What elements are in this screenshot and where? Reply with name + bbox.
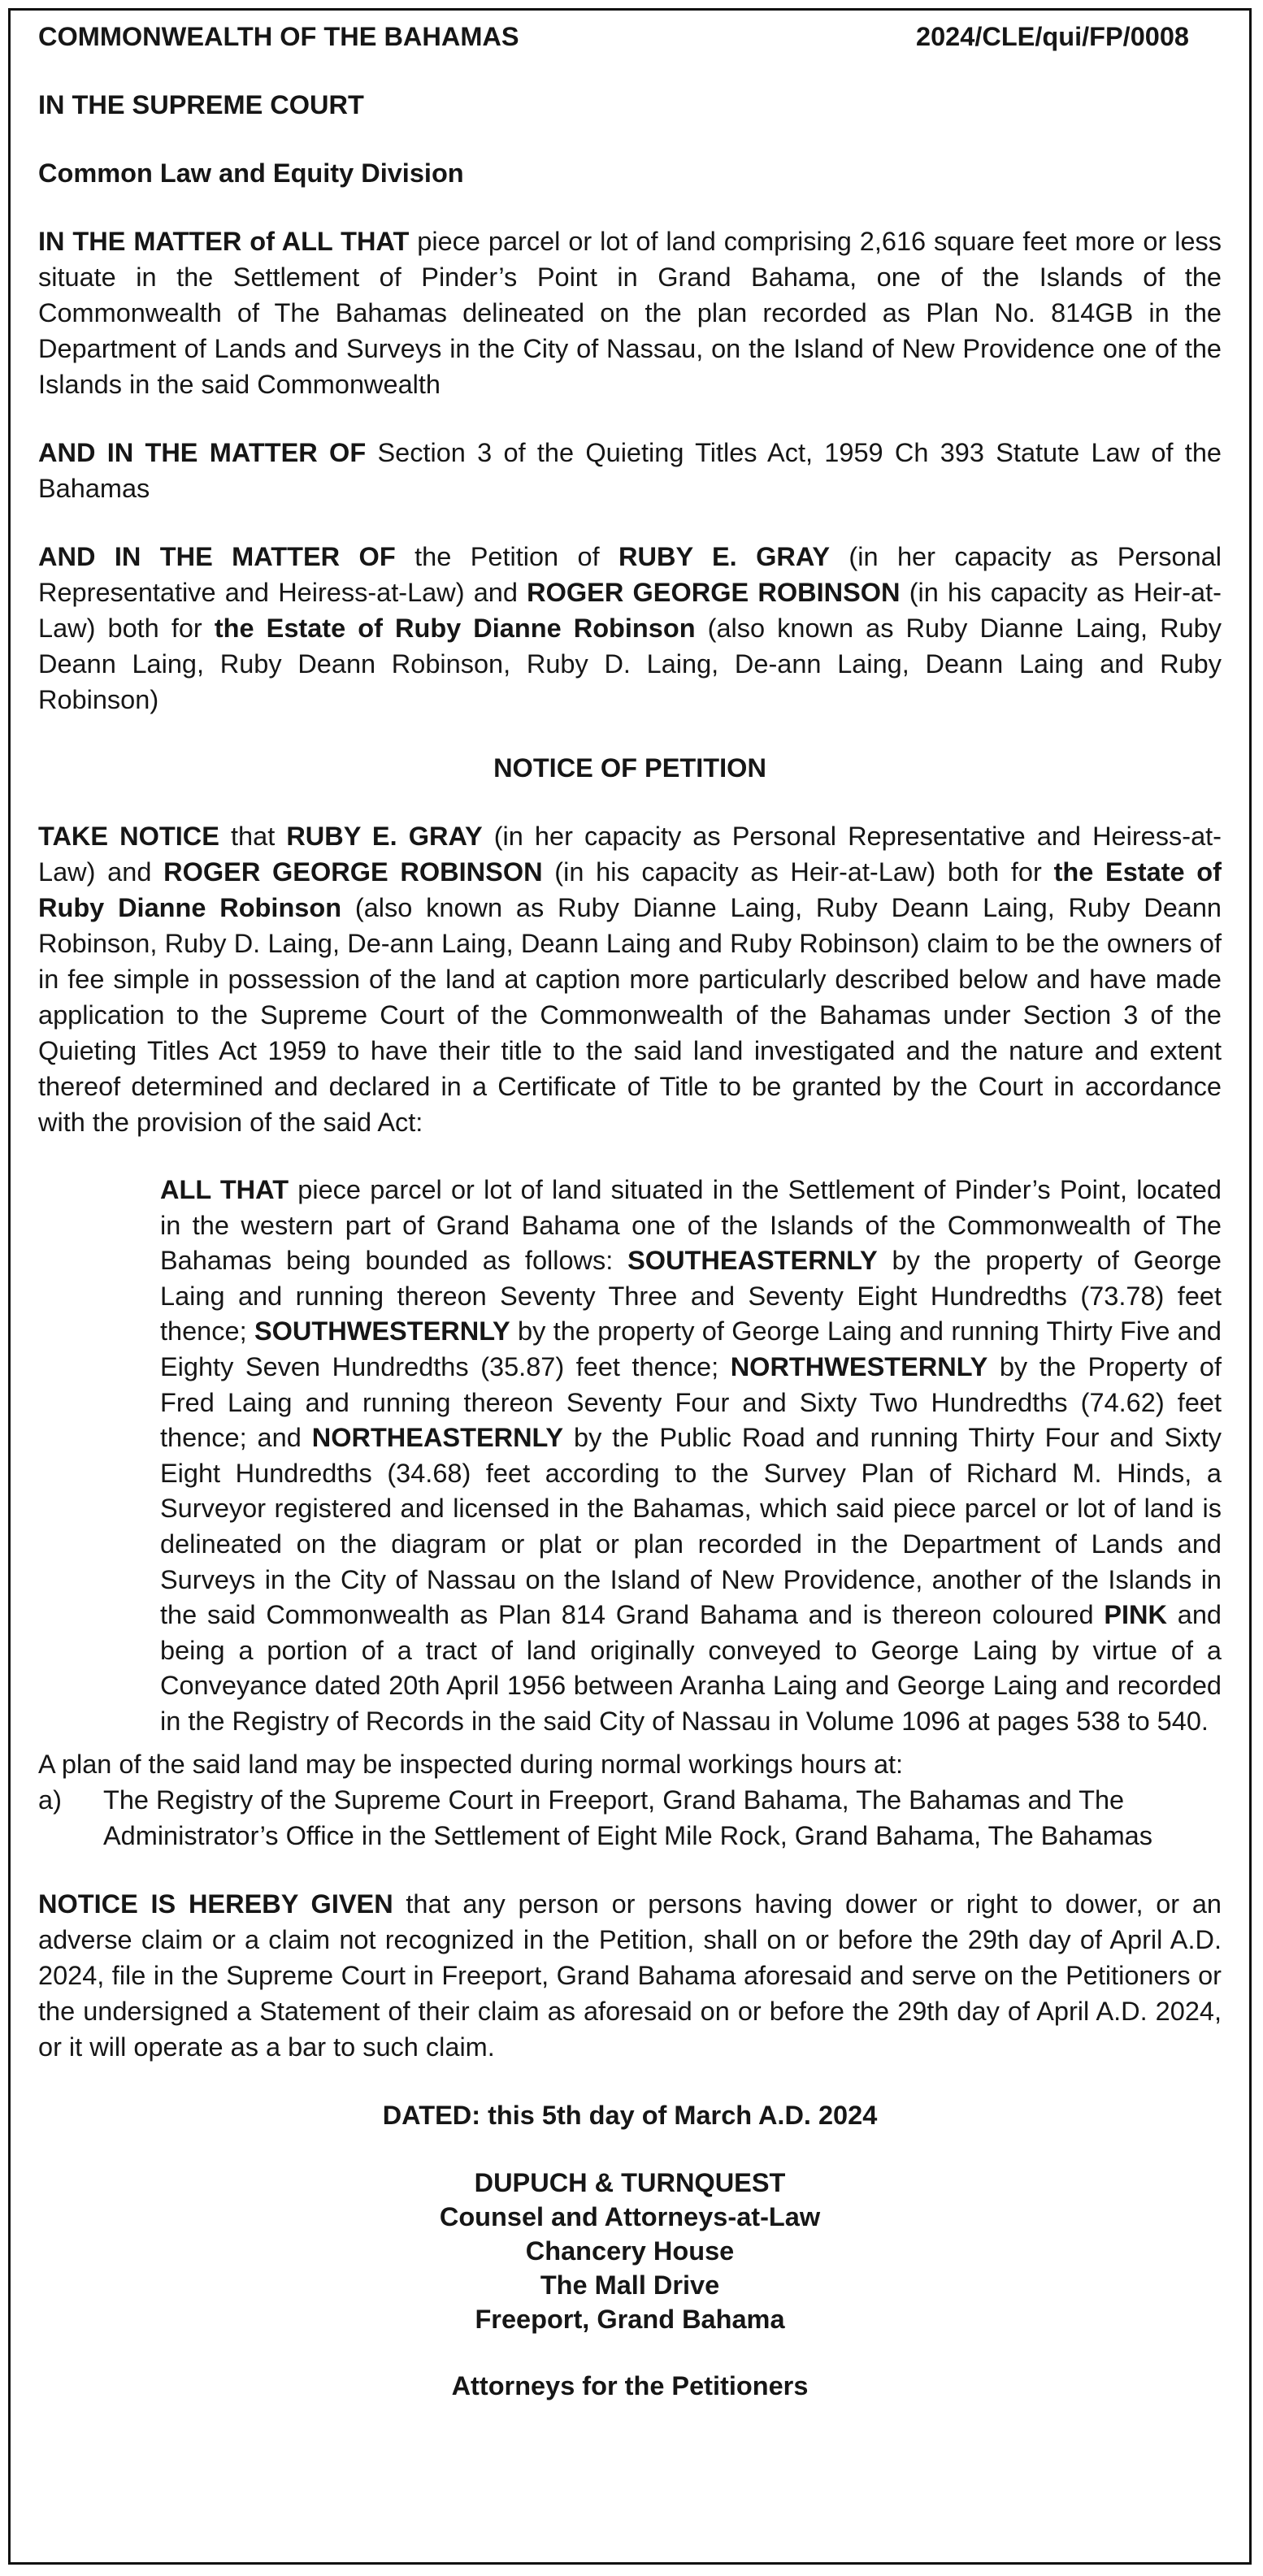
estate-name: the Estate of Ruby Dianne Robinson: [214, 614, 696, 643]
boundary-direction: NORTHEASTERNLY: [311, 1423, 564, 1453]
inspection-item-label: a): [38, 1785, 62, 1815]
matter-petition-lead: AND IN THE MATTER OF: [38, 542, 396, 571]
take-notice-lead: TAKE NOTICE: [38, 822, 219, 851]
land-description: [160, 1173, 1222, 1740]
matter-petition-text: (in her capacity as Personal Representative and Heiress-at-Law) and: [38, 542, 1222, 607]
matter-petition-text: (also known as Ruby Dianne Laing, Ruby Deann Laing, Ruby Deann Robinson, Ruby D. Laing, De-ann Laing, Deann Laing and Ruby Robinson): [38, 614, 1222, 714]
matter-land-lead: IN THE MATTER of ALL THAT: [38, 227, 410, 256]
firm-name: DUPUCH & TURNQUEST: [474, 2167, 786, 2197]
inspection-list-item: [38, 1782, 1222, 1854]
matter-land: [38, 223, 1222, 402]
take-notice-text: (in her capacity as Personal Representative and Heiress-at-Law) and: [38, 822, 1222, 887]
take-notice-text: (also known as Ruby Dianne Laing, Ruby Deann Laing, Ruby Deann Robinson, Ruby D. Laing, De-ann Laing, Deann Laing and Ruby Robinson) claim to be the owners of in fee simple in possession of the land at caption more particularly described below and have made application to the Supreme Court of the Commonwealth of the Bahamas under Section 3 of the Quieting Titles Act 1959 to have their title to the said land investigated and the nature and extent thereof determined and declared in a Certificate of Title to be granted by the Court in accordance with the provision of the said Act:: [38, 893, 1222, 1137]
land-description-text: by the Public Road and running Thirty Four and Sixty Eight Hundredths (34.68) feet according to the Survey Plan of Richard M. Hinds, a Surveyor registered and licensed in the Bahamas, which said piece parcel or lot of land is delineated on the diagram or plat or plan recorded in the Department of Lands and Surveys in the City of Nassau on the Island of New Providence, another of the Islands in the said Commonwealth as Plan 814 Grand Bahama and is thereon coloured: [160, 1423, 1222, 1630]
take-notice-text: that: [219, 822, 287, 851]
notice-content: [38, 19, 1222, 2403]
petitioner-name: RUBY E. GRAY: [286, 822, 483, 851]
firm-address-line: Chancery House: [525, 2236, 735, 2266]
petitioner-name: ROGER GEORGE ROBINSON: [527, 578, 901, 607]
case-number: 2024/CLE/qui/FP/0008: [916, 22, 1189, 51]
boundary-direction: NORTHWESTERNLY: [730, 1351, 988, 1381]
inspection-intro: A plan of the said land may be inspected during normal workings hours at:: [38, 1749, 904, 1779]
matter-land-text: piece parcel or lot of land comprising 2,616 square feet more or less situate in the Settlement of Pinder’s Point in Grand Bahama, one of the Islands of the Commonwealth of The Bahamas delineated on the plan recorded as Plan No. 814GB in the Department of Lands and Surveys in the City of Nassau, on the Island of New Providence one of the Islands in the said Commonwealth: [38, 227, 1222, 399]
firm-address-line: The Mall Drive: [540, 2270, 720, 2300]
matter-petition-text: the Petition of: [395, 542, 619, 571]
court-division: Common Law and Equity Division: [38, 158, 464, 188]
matter-petition-text: (in his capacity as Heir-at-Law) both for: [38, 578, 1222, 643]
boundary-direction: SOUTHEASTERNLY: [627, 1246, 878, 1276]
petitioner-name: ROGER GEORGE ROBINSON: [163, 857, 543, 887]
jurisdiction: COMMONWEALTH OF THE BAHAMAS: [38, 22, 519, 51]
matter-act-lead: AND IN THE MATTER OF: [38, 438, 367, 467]
land-description-lead: ALL THAT: [160, 1175, 289, 1204]
notice-given-lead: NOTICE IS HEREBY GIVEN: [38, 1889, 393, 1919]
take-notice-text: (in his capacity as Heir-at-Law) both for: [542, 857, 1054, 887]
dated-line: DATED: this 5th day of March A.D. 2024: [382, 2100, 878, 2130]
attorneys-for: Attorneys for the Petitioners: [451, 2370, 809, 2400]
land-description-text: and being a portion of a tract of land originally conveyed to George Laing by virtue of a Conveyance dated 20th April 1956 between Aranha Laing and George Laing and recorded in the Registry of Records in the said City of Nassau in Volume 1096 at pages 538 to 540.: [160, 1600, 1222, 1736]
land-description-text: by the property of George Laing and running Thirty Five and Eighty Seven Hundredths (35.87) feet thence;: [160, 1316, 1222, 1381]
plan-colour: PINK: [1104, 1600, 1167, 1630]
inspection-item-text: The Registry of the Supreme Court in Freeport, Grand Bahama, The Bahamas and The Administrator’s Office in the Settlement of Eight Mile Rock, Grand Bahama, The Bahamas: [103, 1785, 1152, 1850]
matter-petition: [38, 539, 1222, 718]
signature-block: [38, 2166, 1222, 2403]
petitioner-name: RUBY E. GRAY: [618, 542, 830, 571]
take-notice: [38, 818, 1222, 1140]
notice-given-text: that any person or persons having dower or right to dower, or an adverse claim or a claim not recognized in the Petition, shall on or before the 29th day of April A.D. 2024, file in the Supreme Court in Freeport, Grand Bahama aforesaid and serve on the Petitioners or the undersigned a Statement of their claim as aforesaid on or before the 29th day of April A.D. 2024, or it will operate as a bar to such claim.: [38, 1889, 1222, 2062]
firm-address-line: Freeport, Grand Bahama: [475, 2304, 785, 2334]
land-description-text: piece parcel or lot of land situated in the Settlement of Pinder’s Point, located in the western part of Grand Bahama one of the Islands of the Commonwealth of The Bahamas being bounded as follows:: [160, 1175, 1222, 1276]
matter-act-text: Section 3 of the Quieting Titles Act, 1959 Ch 393 Statute Law of the Bahamas: [38, 438, 1222, 503]
land-description-text: by the property of George Laing and running thereon Seventy Three and Seventy Eight Hundredths (73.78) feet thence;: [160, 1246, 1222, 1347]
estate-name: the Estate of Ruby Dianne Robinson: [38, 857, 1222, 922]
notice-page: [8, 8, 1252, 2565]
notice-title: NOTICE OF PETITION: [493, 753, 766, 783]
matter-act: [38, 435, 1222, 506]
court-name: IN THE SUPREME COURT: [38, 90, 364, 119]
land-description-text: by the Property of Fred Laing and running thereon Seventy Four and Sixty Two Hundredths (74.62) feet thence; and: [160, 1351, 1222, 1453]
firm-role: Counsel and Attorneys-at-Law: [439, 2201, 821, 2231]
notice-header: [38, 19, 1222, 54]
notice-hereby-given: [38, 1886, 1222, 2065]
boundary-direction: SOUTHWESTERNLY: [254, 1316, 510, 1347]
